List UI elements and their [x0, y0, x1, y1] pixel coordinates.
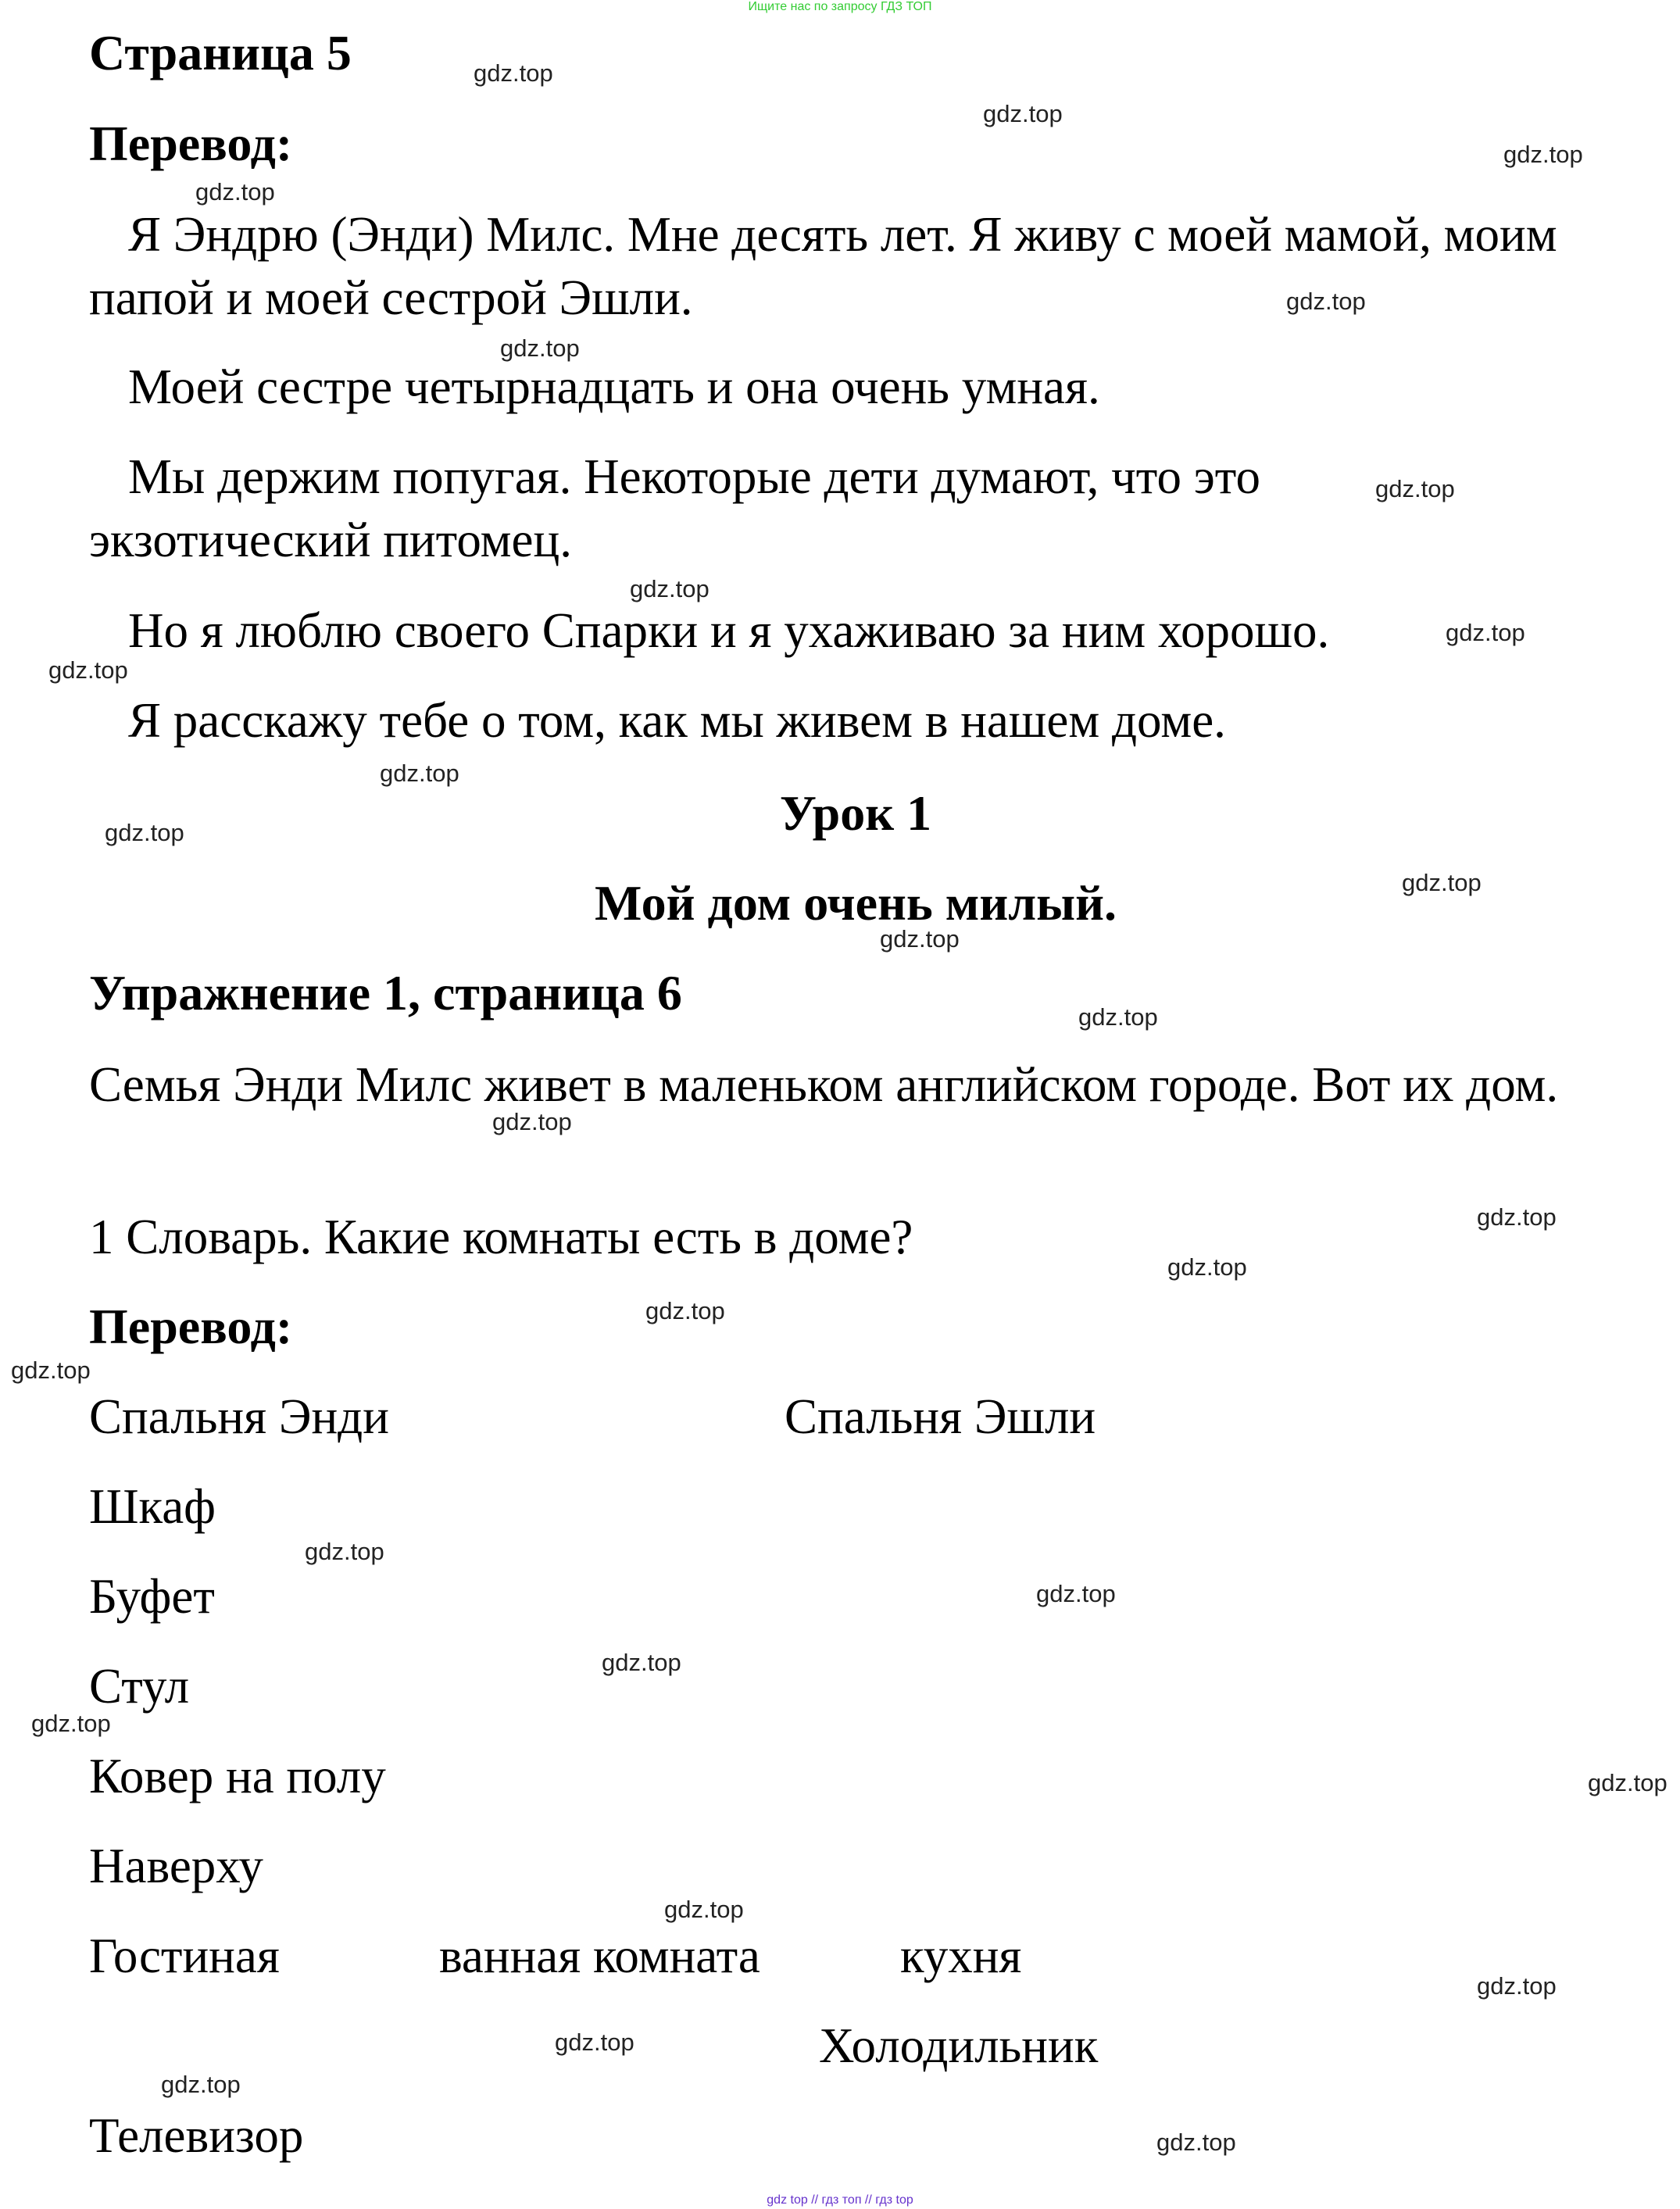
paragraph-sister: Моей сестре четырнадцать и она очень умная. [128, 359, 1100, 414]
vocab-chair: Стул [89, 1659, 190, 1714]
watermark: gdz.top [1477, 1972, 1557, 2000]
exercise-title: Упражнение 1, страница 6 [89, 965, 682, 1021]
watermark: gdz.top [555, 2028, 634, 2056]
watermark: gdz.top [305, 1538, 384, 1565]
watermark: gdz.top [602, 1649, 681, 1676]
watermark: gdz.top [1375, 475, 1455, 502]
watermark: gdz.top [1036, 1580, 1116, 1607]
page-title: Страница 5 [89, 25, 352, 80]
vocab-andy-bedroom: Спальня Энди [89, 1389, 389, 1444]
exercise-translation-heading: Перевод: [89, 1299, 293, 1354]
paragraph-house: Я расскажу тебе о том, как мы живем в нашем доме. [128, 693, 1226, 748]
vocab-bathroom: ванная комната [439, 1928, 760, 1983]
watermark: gdz.top [195, 178, 275, 206]
watermark: gdz.top [880, 925, 960, 953]
watermark: gdz.top [1167, 1253, 1247, 1281]
watermark: gdz.top [1503, 141, 1583, 168]
watermark: gdz.top [31, 1710, 111, 1737]
paragraph-intro: Я Эндрю (Энди) Милс. Мне десять лет. Я живу с моей мамой, моим папой и моей сестрой Эшли. [89, 207, 1557, 325]
vocab-cupboard: Буфет [89, 1569, 215, 1624]
watermark: gdz.top [1402, 869, 1482, 896]
top-banner: Ищите нас по запросу ГДЗ ТОП [748, 0, 932, 13]
watermark: gdz.top [1446, 619, 1525, 646]
watermark: gdz.top [161, 2071, 241, 2098]
watermark: gdz.top [500, 334, 580, 362]
watermark: gdz.top [983, 100, 1063, 127]
bottom-banner: gdz top // гдз топ // гдз top [767, 2193, 913, 2207]
vocab-wardrobe: Шкаф [89, 1479, 216, 1534]
watermark: gdz.top [11, 1356, 91, 1384]
watermark: gdz.top [664, 1896, 744, 1923]
paragraph-sparky: Но я люблю своего Спарки и я ухаживаю за ним хорошо. [128, 603, 1330, 658]
vocab-ashley-bedroom: Спальня Эшли [785, 1389, 1096, 1444]
watermark: gdz.top [1588, 1769, 1667, 1796]
vocab-tv: Телевизор [89, 2108, 304, 2163]
paragraph-parrot: Мы держим попугая. Некоторые дети думают, что это экзотический питомец. [89, 449, 1260, 567]
exercise-intro: Семья Энди Милс живет в маленьком английском городе. Вот их дом. [89, 1057, 1559, 1112]
lesson-title: Урок 1 [779, 785, 932, 841]
exercise-task: 1 Словарь. Какие комнаты есть в доме? [89, 1210, 913, 1264]
watermark: gdz.top [1286, 288, 1366, 315]
vocab-living-room: Гостиная [89, 1928, 280, 1983]
watermark: gdz.top [474, 59, 553, 87]
vocab-carpet: Ковер на полу [89, 1749, 386, 1803]
vocab-fridge: Холодильник [819, 2018, 1099, 2073]
vocab-kitchen: кухня [900, 1928, 1022, 1983]
watermark: gdz.top [630, 575, 710, 602]
vocab-upstairs: Наверху [89, 1839, 263, 1893]
watermark: gdz.top [492, 1108, 572, 1135]
watermark: gdz.top [1078, 1003, 1158, 1031]
translation-heading: Перевод: [89, 116, 293, 171]
lesson-subtitle: Мой дом очень милый. [595, 875, 1117, 931]
watermark: gdz.top [380, 760, 459, 787]
watermark: gdz.top [48, 656, 128, 684]
watermark: gdz.top [1156, 2129, 1236, 2156]
watermark: gdz.top [1477, 1203, 1557, 1231]
watermark: gdz.top [645, 1297, 725, 1324]
watermark: gdz.top [105, 819, 184, 846]
